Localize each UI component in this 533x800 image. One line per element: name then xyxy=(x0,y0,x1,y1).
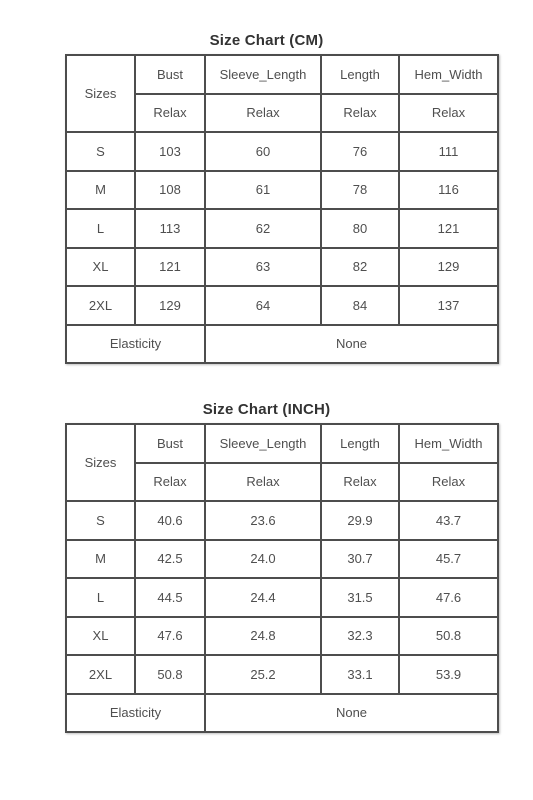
size-cell: 2XL xyxy=(66,655,135,694)
table-cell: 82 xyxy=(321,248,399,287)
table-cell: 31.5 xyxy=(321,578,399,617)
elasticity-value: None xyxy=(205,694,498,733)
sizes-header: Sizes xyxy=(66,55,135,132)
header-row xyxy=(66,55,498,94)
sleeve-length-header: Sleeve_Length xyxy=(205,55,321,94)
table-cell: 121 xyxy=(135,248,205,287)
table-cell: 80 xyxy=(321,209,399,248)
elasticity-label: Elasticity xyxy=(66,325,205,364)
table-cell: 25.2 xyxy=(205,655,321,694)
bust-header: Bust xyxy=(135,55,205,94)
table-row xyxy=(66,209,498,248)
table-cell: 60 xyxy=(205,132,321,171)
size-cell: M xyxy=(66,540,135,579)
table-row xyxy=(66,248,498,287)
table-cell: 84 xyxy=(321,286,399,325)
table-cell: 47.6 xyxy=(135,617,205,656)
size-chart-cm-title: Size Chart (CM) xyxy=(209,32,324,49)
table-cell: 78 xyxy=(321,171,399,210)
size-chart-inch-title: Size Chart (INCH) xyxy=(202,401,331,418)
table-row xyxy=(66,286,498,325)
table-row xyxy=(66,132,498,171)
table-cell: 43.7 xyxy=(399,501,498,540)
table-cell: 47.6 xyxy=(399,578,498,617)
table-row xyxy=(66,501,498,540)
fit-subheader: Relax xyxy=(135,463,205,502)
table-row xyxy=(66,617,498,656)
table-cell: 129 xyxy=(135,286,205,325)
table-cell: 23.6 xyxy=(205,501,321,540)
table-cell: 50.8 xyxy=(135,655,205,694)
table-cell: 116 xyxy=(399,171,498,210)
size-cell: XL xyxy=(66,248,135,287)
fit-subheader: Relax xyxy=(321,94,399,133)
sizes-header: Sizes xyxy=(66,424,135,501)
table-cell: 42.5 xyxy=(135,540,205,579)
sleeve-length-header: Sleeve_Length xyxy=(205,424,321,463)
size-cell: L xyxy=(66,209,135,248)
table-row xyxy=(66,655,498,694)
table-cell: 44.5 xyxy=(135,578,205,617)
table-cell: 45.7 xyxy=(399,540,498,579)
size-cell: XL xyxy=(66,617,135,656)
elasticity-row xyxy=(66,694,498,733)
table-cell: 24.8 xyxy=(205,617,321,656)
size-cell: S xyxy=(66,501,135,540)
table-cell: 64 xyxy=(205,286,321,325)
elasticity-row xyxy=(66,325,498,364)
size-cell: L xyxy=(66,578,135,617)
elasticity-value: None xyxy=(205,325,498,364)
table-cell: 76 xyxy=(321,132,399,171)
fit-subheader: Relax xyxy=(399,463,498,502)
fit-subheader: Relax xyxy=(205,463,321,502)
fit-subheader: Relax xyxy=(321,463,399,502)
table-cell: 33.1 xyxy=(321,655,399,694)
fit-subheader: Relax xyxy=(399,94,498,133)
bust-header: Bust xyxy=(135,424,205,463)
table-cell: 24.4 xyxy=(205,578,321,617)
fit-subheader: Relax xyxy=(205,94,321,133)
table-cell: 40.6 xyxy=(135,501,205,540)
length-header: Length xyxy=(321,424,399,463)
table-cell: 129 xyxy=(399,248,498,287)
hem-width-header: Hem_Width xyxy=(399,424,498,463)
table-cell: 108 xyxy=(135,171,205,210)
elasticity-label: Elasticity xyxy=(66,694,205,733)
size-chart-cm-table xyxy=(65,54,499,364)
table-row xyxy=(66,540,498,579)
table-cell: 50.8 xyxy=(399,617,498,656)
table-cell: 111 xyxy=(399,132,498,171)
table-cell: 121 xyxy=(399,209,498,248)
table-cell: 137 xyxy=(399,286,498,325)
table-cell: 30.7 xyxy=(321,540,399,579)
length-header: Length xyxy=(321,55,399,94)
table-cell: 63 xyxy=(205,248,321,287)
size-chart-inch-table xyxy=(65,423,499,733)
table-cell: 29.9 xyxy=(321,501,399,540)
table-cell: 61 xyxy=(205,171,321,210)
table-row xyxy=(66,578,498,617)
table-cell: 53.9 xyxy=(399,655,498,694)
table-row xyxy=(66,171,498,210)
size-cell: 2XL xyxy=(66,286,135,325)
table-cell: 113 xyxy=(135,209,205,248)
hem-width-header: Hem_Width xyxy=(399,55,498,94)
table-cell: 103 xyxy=(135,132,205,171)
fit-subheader: Relax xyxy=(135,94,205,133)
header-row xyxy=(66,424,498,463)
size-cell: M xyxy=(66,171,135,210)
size-cell: S xyxy=(66,132,135,171)
table-cell: 32.3 xyxy=(321,617,399,656)
table-cell: 62 xyxy=(205,209,321,248)
table-cell: 24.0 xyxy=(205,540,321,579)
